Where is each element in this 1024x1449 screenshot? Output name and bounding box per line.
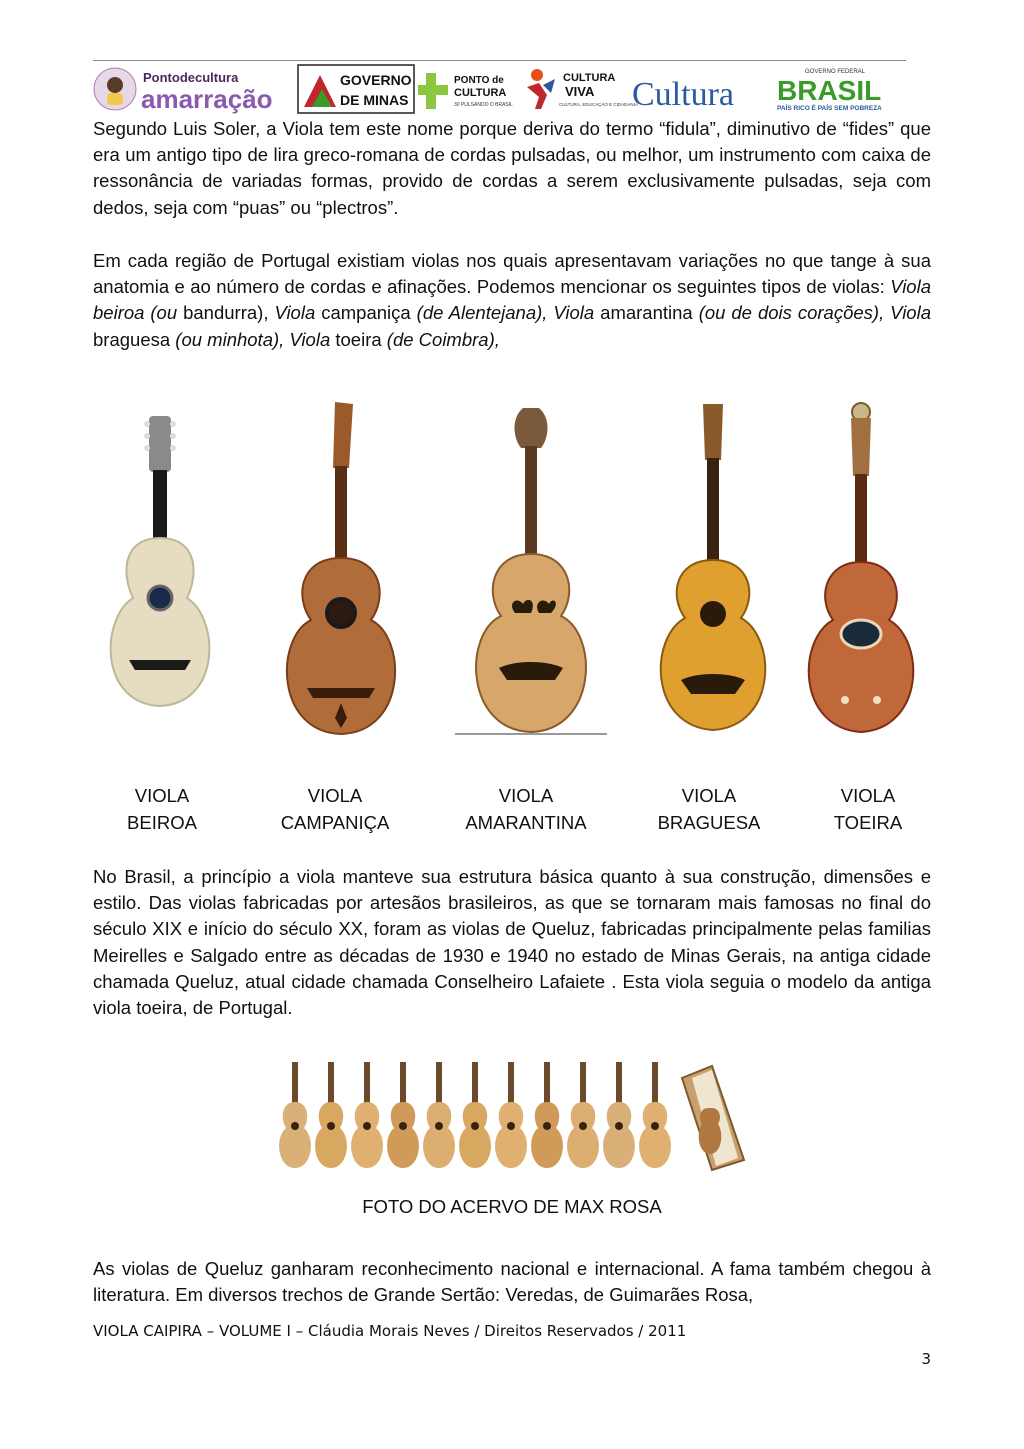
p2-beiroa-a: Viola beiroa (ou: [93, 276, 931, 324]
caption-toeira-line1: VIOLA: [840, 785, 896, 806]
p2-braguesa-b: braguesa: [93, 328, 176, 350]
brasil-tagline: PAÍS RICO É PAÍS SEM POBREZA: [777, 105, 882, 112]
p2-beiroa-b: bandurra),: [177, 302, 275, 324]
caption-beiroa-line1: VIOLA: [134, 785, 190, 806]
viola-case-image: [682, 1066, 744, 1170]
p2-braguesa-c: (ou minhota), Viola: [175, 328, 331, 350]
caption-amarantina-line2: AMARANTINA: [465, 812, 587, 833]
viola-toeira-image: [789, 398, 931, 738]
page-footer: VIOLA CAIPIRA – VOLUME I – Cláudia Morais Neves / Direitos Reservados / 2011: [93, 1322, 687, 1340]
queluz-collection-image: [272, 1058, 750, 1174]
caption-braguesa-line1: VIOLA: [681, 785, 737, 806]
queluz-violas-row: [279, 1062, 671, 1168]
p2-amarantina-c: (ou de dois corações), Viola: [698, 302, 931, 324]
culturaviva-line1: CULTURA: [563, 72, 616, 84]
viola-beiroa-image: [93, 398, 245, 738]
paragraph-portugal-violas: [93, 248, 931, 353]
caption-amarantina-line1: VIOLA: [498, 785, 554, 806]
ministerio-cultura-logo: [630, 65, 760, 113]
amarracao-line2: amarração: [141, 84, 273, 114]
caption-toeira: [793, 782, 943, 836]
violas-photo-row: [93, 398, 931, 738]
p2-campanica-b: campaniça: [315, 302, 417, 324]
governo-de-minas-logo: [298, 65, 414, 113]
viola-campanica-image: [265, 398, 417, 738]
p2-toeira-c: (de Coimbra),: [386, 328, 500, 350]
caption-campanica-line1: VIOLA: [307, 785, 363, 806]
header-logo-bar: [93, 60, 906, 115]
caption-braguesa: [634, 782, 784, 836]
pontocultura-line1: PONTO de: [454, 75, 504, 86]
minas-line1: GOVERNO: [340, 72, 412, 88]
cultura-viva-logo: [525, 65, 638, 113]
paragraph-fama-literatura: As violas de Queluz ganharam reconhecimento nacional e internacional. A fama também chegou à literatura. Em diversos trechos de Grande Sertão: Veredas, de Guimarães Rosa,: [93, 1258, 931, 1306]
p2-campanica-c: (de Alentejana), Viola: [416, 302, 595, 324]
pontodecultura-amarracao-logo: [93, 65, 293, 113]
minas-line2: DE MINAS: [340, 92, 409, 108]
violas-captions: [93, 782, 931, 838]
caption-amarantina: [451, 782, 601, 836]
caption-beiroa: [87, 782, 237, 836]
caption-campanica-line2: CAMPANIÇA: [280, 812, 390, 833]
pontocultura-line3: 30 PULSANDO O BRASIL: [454, 102, 513, 108]
viola-braguesa-image: [637, 398, 789, 738]
brasil-top: GOVERNO FEDERAL: [805, 69, 866, 75]
p2-toeira-b: toeira: [330, 328, 387, 350]
brasil-main: BRASIL: [777, 75, 882, 106]
p2-intro: Em cada região de Portugal existiam violas nos quais apresentavam variações no que tange à sua anatomia e ao número de cordas e afinações. Podemos mencionar os seguintes tipos de violas:: [93, 250, 931, 298]
paragraph-brasil-queluz: No Brasil, a princípio a viola manteve sua estrutura básica quanto à sua construção, dimensões e estilo. Das violas fabricadas por artesãos brasileiros, as que se tornaram mais famosas no final do século XIX e início do século XX, foram as violas de Queluz, fabricadas principalmente pelas familias Meirelles e Salgado entre as décadas de 1930 e 1940 no estado de Minas Gerais, na antiga cidade chamada Queluz, atual cidade chamada Conselheiro Lafaiete . Esta viola seguia o modelo da antiga viola toeira, de Portugal.: [93, 866, 931, 1019]
paragraph-etymology: Segundo Luis Soler, a Viola tem este nome porque deriva do termo “fidula”, diminutivo de “fides” que era um antigo tipo de lira greco-romana de cordas pulsadas, ou melhor, um instrumento com caixa de ressonância de variadas formas, provido de cordas a serem exclusivamente pulsadas, seja com dedos, seja com “puas” ou “plectros”.: [93, 118, 931, 218]
caption-campanica: [260, 782, 410, 836]
photo-caption: FOTO DO ACERVO DE MAX ROSA: [362, 1196, 662, 1217]
pontocultura-line2: CULTURA: [454, 87, 507, 99]
caption-beiroa-line2: BEIROA: [127, 812, 197, 833]
viola-amarantina-image: [455, 398, 607, 738]
culturaviva-line3: CULTURA, EDUCAÇÃO E CIDADANIA: [559, 102, 638, 107]
caption-braguesa-line2: BRAGUESA: [657, 812, 761, 833]
p2-amarantina-b: amarantina: [594, 302, 699, 324]
amarracao-line1: Pontodecultura: [143, 70, 239, 85]
culturaviva-line2: VIVA: [565, 84, 595, 99]
governo-federal-brasil-logo: [765, 65, 905, 113]
cultura-wordmark: Cultura: [632, 76, 734, 113]
p2-campanica-a: Viola: [274, 302, 316, 324]
page-number: 3: [921, 1350, 931, 1368]
caption-toeira-line2: TOEIRA: [833, 812, 903, 833]
ponto-de-cultura-logo: [418, 65, 522, 113]
